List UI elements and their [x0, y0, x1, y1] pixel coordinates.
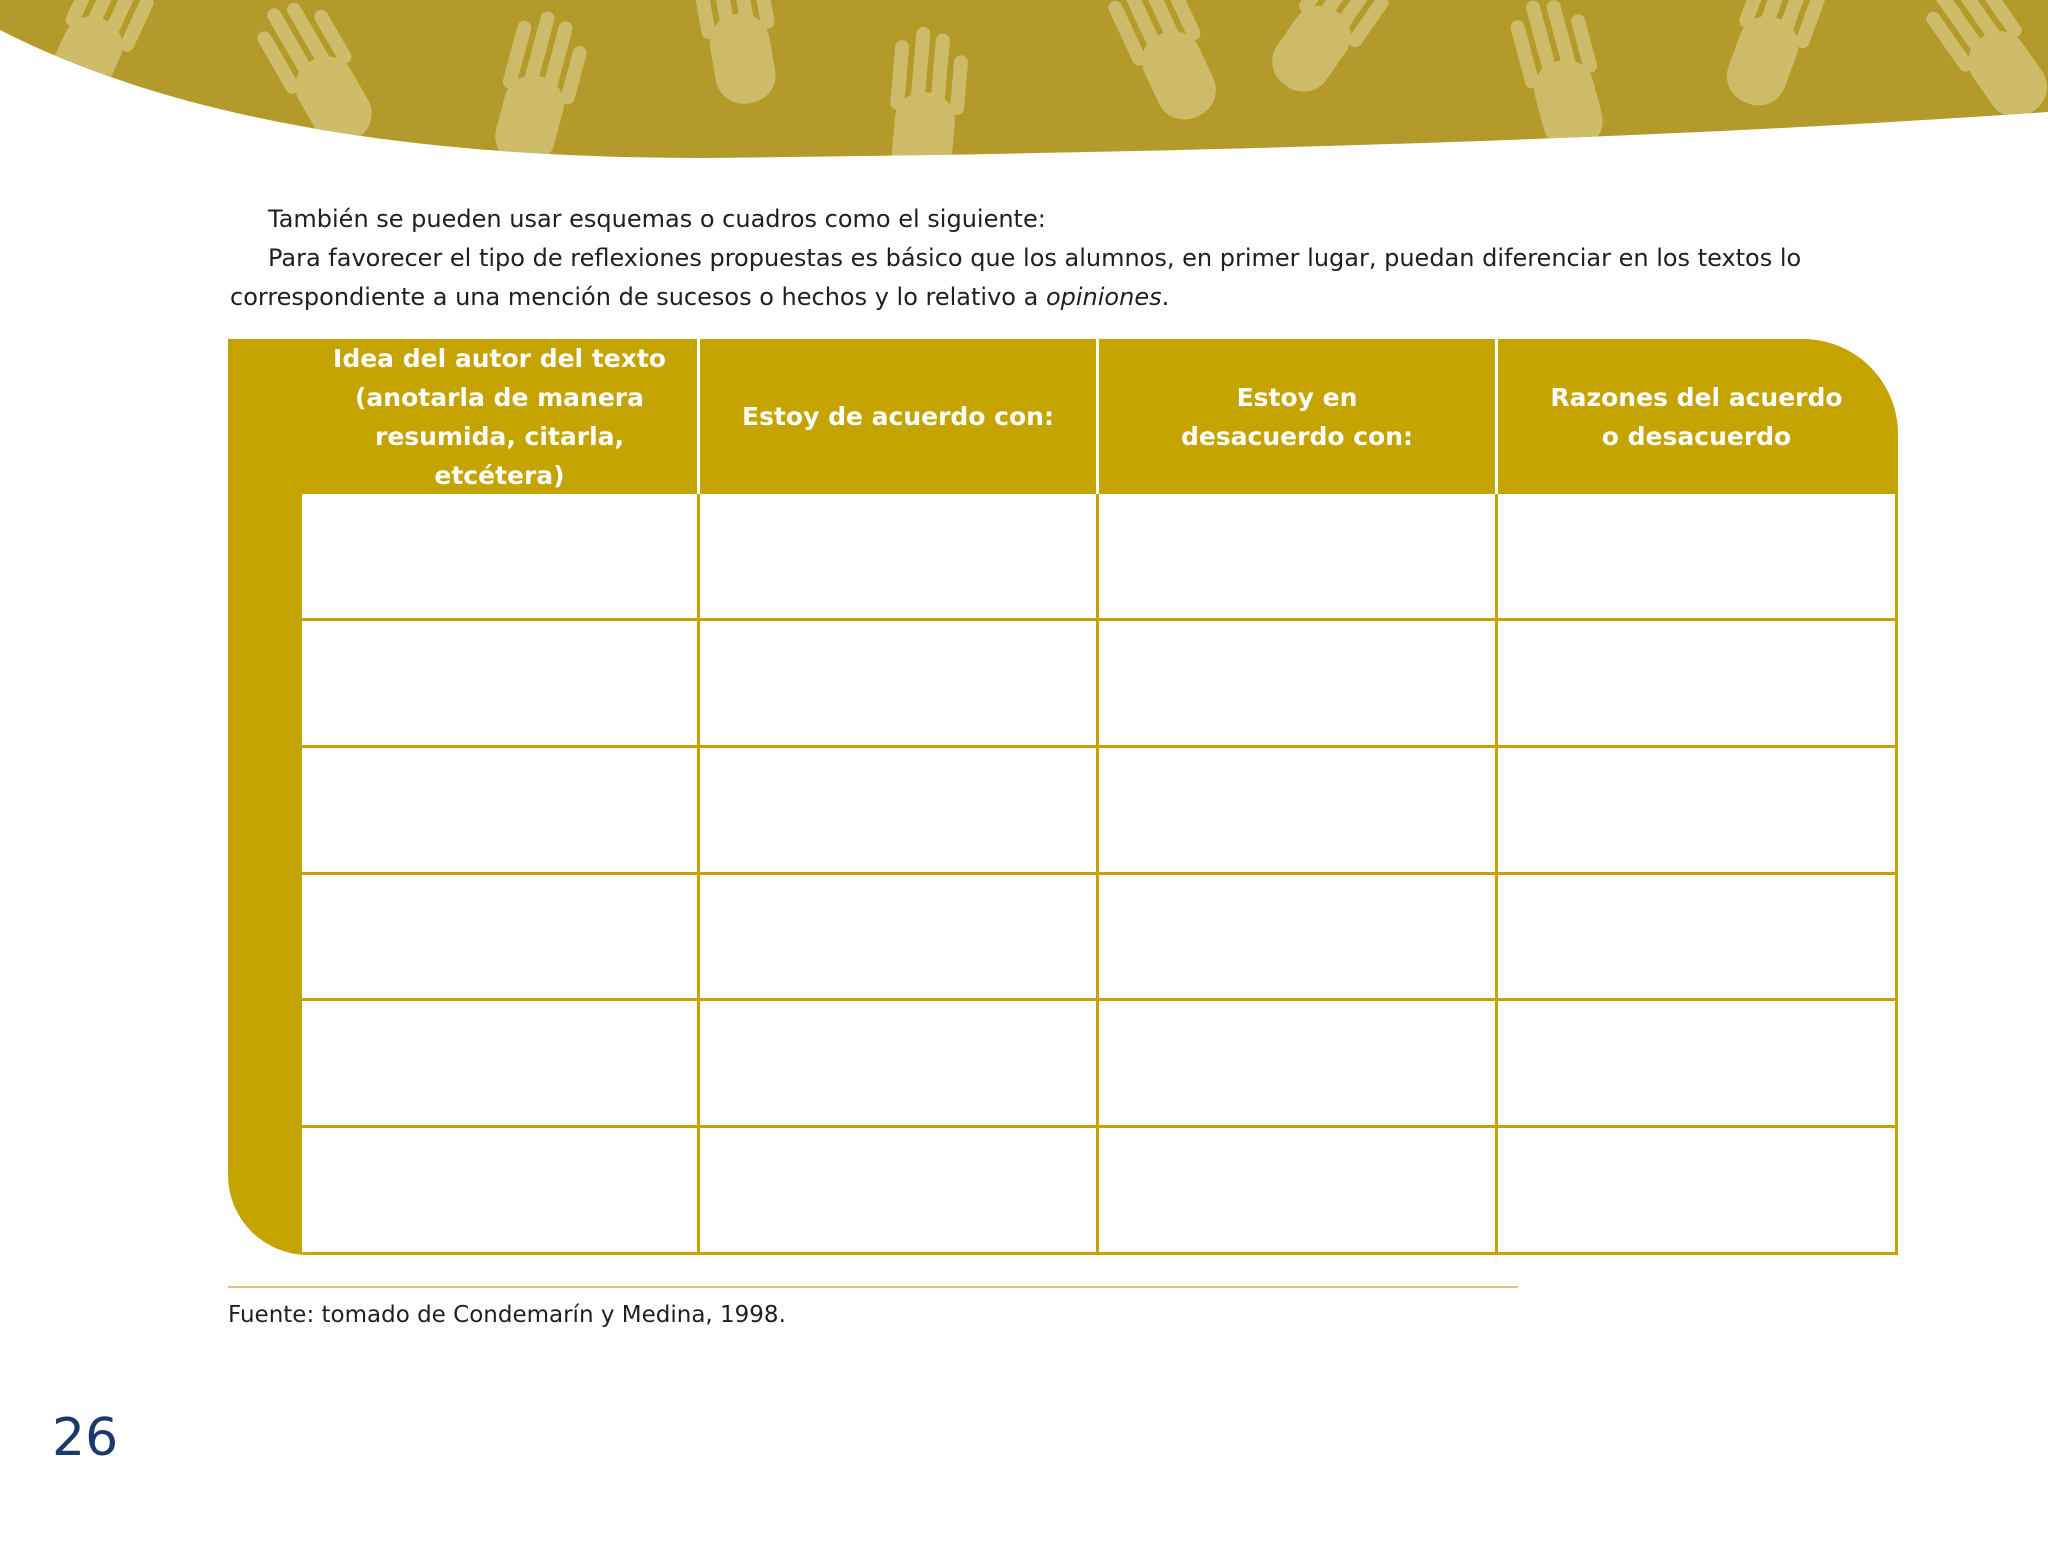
header-reasons [1498, 339, 1895, 494]
table-cell [1498, 494, 1895, 618]
header-line: desacuerdo con: [1180, 421, 1414, 451]
table-cell [302, 621, 697, 745]
table-cell [700, 875, 1096, 999]
intro-line-2 [230, 239, 1900, 317]
table-cell [700, 494, 1096, 618]
table-cell [302, 875, 697, 999]
table-cell [1099, 1001, 1495, 1125]
table-cell [302, 1001, 697, 1125]
table-cell [1099, 494, 1495, 618]
table-cell [1498, 748, 1895, 872]
intro-line-1: También se pueden usar esquemas o cuadros como el siguiente: [268, 205, 1046, 233]
header-line: (anotarla de manera [355, 382, 644, 412]
source-note: Fuente: tomado de Condemarín y Medina, 1998. [228, 1302, 786, 1328]
header-author-idea [302, 339, 697, 494]
header-line: Razones del acuerdo [1550, 382, 1843, 412]
table-cell [1099, 621, 1495, 745]
intro-line-2-text: Para favorecer el tipo de reflexiones propuestas es básico que los alumnos, en primer lugar, puedan diferenciar en los textos lo correspondiente a una mención de sucesos o hechos y lo relativo a [230, 244, 1802, 311]
header-agree [700, 339, 1096, 494]
table-cell [1498, 1001, 1895, 1125]
table-cell [1099, 748, 1495, 872]
source-divider [228, 1286, 1518, 1288]
header-line: resumida, citarla, [374, 421, 625, 451]
table-cell [700, 748, 1096, 872]
page-number: 26 [52, 1408, 119, 1468]
table-cell [1099, 1128, 1495, 1252]
opinion-table [228, 339, 1898, 1255]
header-line: Idea del autor del texto [333, 343, 666, 373]
header-line: Estoy en [1236, 382, 1358, 412]
header-disagree [1099, 339, 1495, 494]
intro-emphasis: opiniones [1045, 283, 1162, 311]
header-line: o desacuerdo [1601, 421, 1792, 451]
table-cell [1498, 875, 1895, 999]
intro-line-2-end: . [1161, 283, 1170, 311]
table-cell [302, 1128, 697, 1252]
table-cell [700, 621, 1096, 745]
table-cell [700, 1128, 1096, 1252]
header-line: etcétera) [434, 460, 565, 490]
table-cell [302, 748, 697, 872]
header-line: Estoy de acuerdo con: [742, 402, 1054, 431]
decorative-banner [0, 0, 2048, 170]
table-cell [1099, 875, 1495, 999]
table-cell [1498, 1128, 1895, 1252]
table-cell [1498, 621, 1895, 745]
table-cell [302, 494, 697, 618]
table-body [302, 494, 1895, 1252]
table-cell [700, 1001, 1096, 1125]
intro-text [230, 200, 1900, 317]
